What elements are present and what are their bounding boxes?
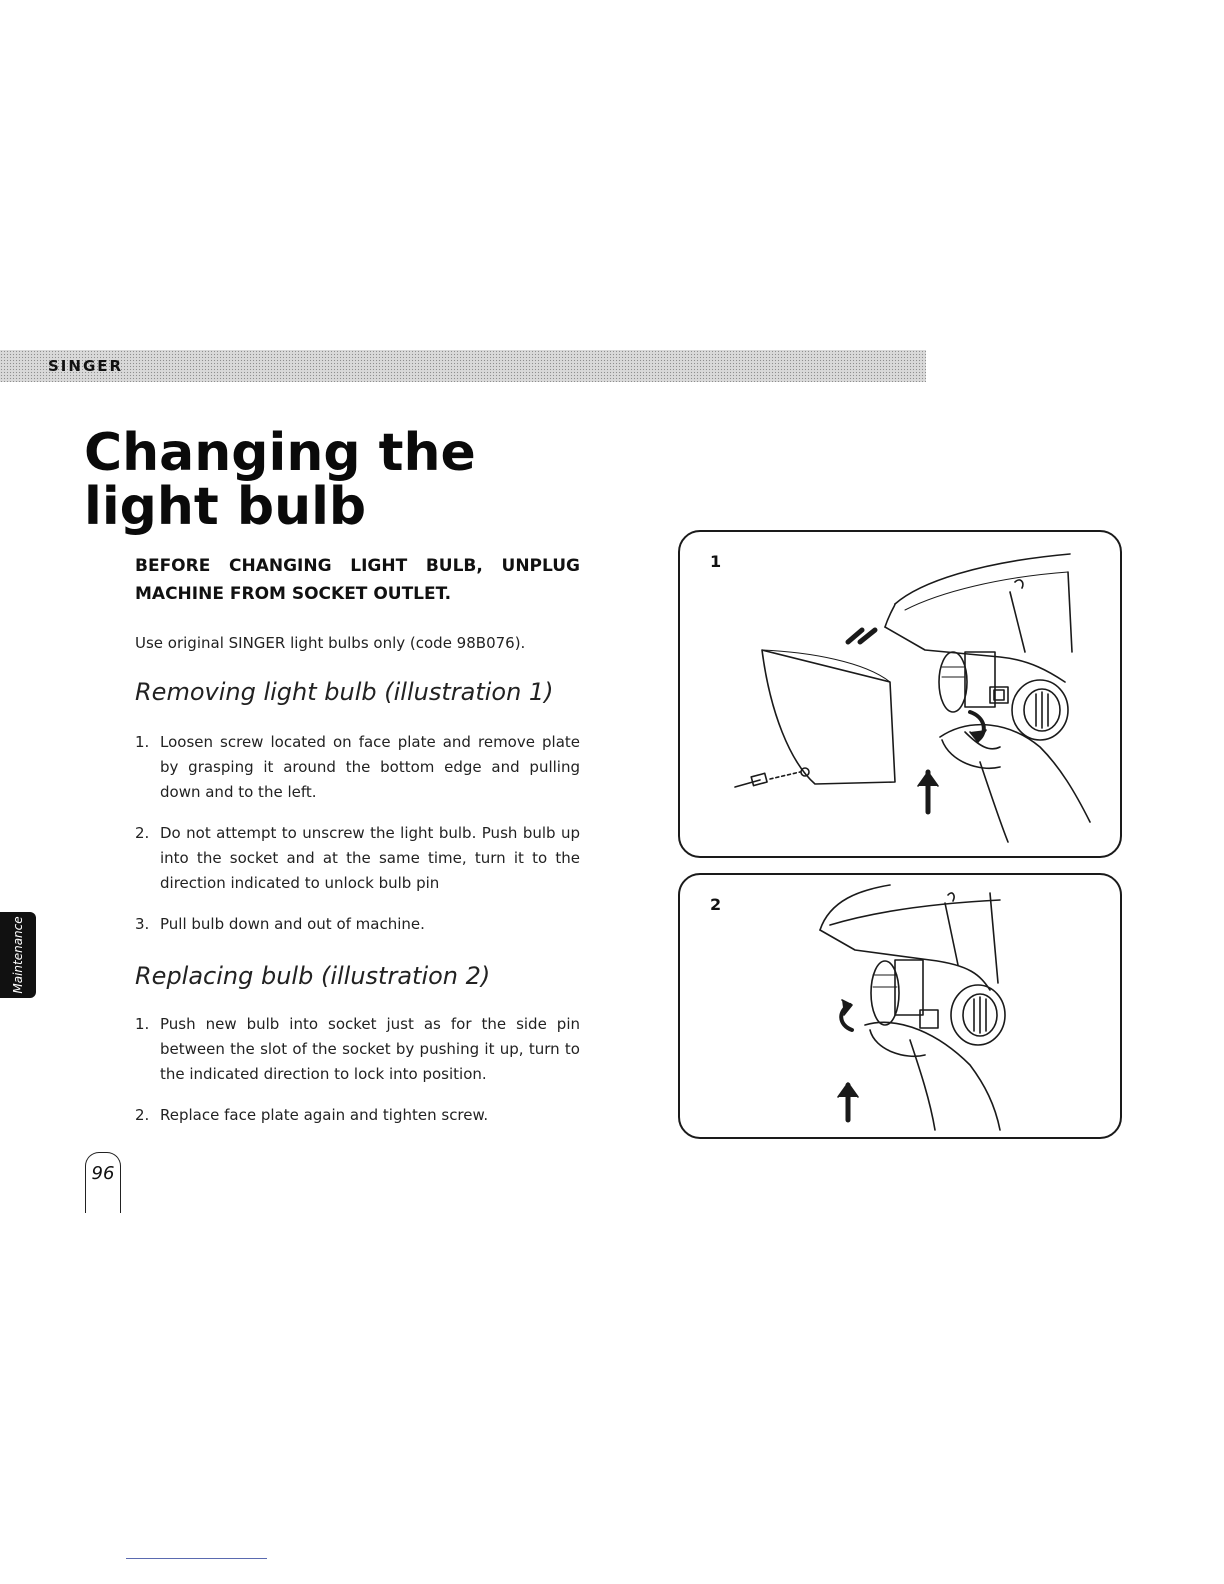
page-title: Changing the light bulb bbox=[84, 423, 476, 537]
bulb-code-note: Use original SINGER light bulbs only (code 98B076). bbox=[135, 634, 526, 652]
page-number-box bbox=[85, 1152, 121, 1213]
step-text: Pull bulb down and out of machine. bbox=[160, 915, 425, 933]
step-text: Replace face plate again and tighten screw. bbox=[160, 1106, 489, 1124]
section-side-tab[interactable] bbox=[0, 912, 36, 998]
illustration-1-drawing bbox=[680, 532, 1120, 856]
replacing-steps-list bbox=[135, 1012, 580, 1144]
list-item bbox=[135, 1012, 580, 1087]
section-heading-removing: Removing light bulb (illustration 1) bbox=[135, 678, 554, 706]
header-brand-bar bbox=[0, 350, 926, 382]
illustration-2 bbox=[678, 873, 1122, 1139]
side-tab-label: Maintenance bbox=[11, 916, 25, 994]
illustration-number: 2 bbox=[710, 895, 722, 914]
footer-rule bbox=[126, 1558, 267, 1559]
step-number: 2. bbox=[135, 824, 150, 842]
page-number: 96 bbox=[91, 1163, 115, 1184]
warning-text: BEFORE CHANGING LIGHT BULB, UNPLUG MACHINE FROM SOCKET OUTLET. bbox=[135, 556, 580, 604]
step-number: 2. bbox=[135, 1106, 150, 1124]
list-item bbox=[135, 912, 580, 937]
illustration-2-drawing bbox=[680, 875, 1120, 1137]
list-item bbox=[135, 821, 580, 896]
removing-steps-list bbox=[135, 730, 580, 953]
step-text: Loosen screw located on face plate and remove plate by grasping it around the bottom edge and pulling down and to the left. bbox=[160, 733, 580, 801]
step-text: Push new bulb into socket just as for the side pin between the slot of the socket by pushing it up, turn to the indicated direction to lock into position. bbox=[160, 1015, 580, 1083]
step-number: 1. bbox=[135, 733, 150, 751]
step-number: 1. bbox=[135, 1015, 150, 1033]
illustration-1 bbox=[678, 530, 1122, 858]
list-item bbox=[135, 1103, 580, 1128]
step-number: 3. bbox=[135, 915, 150, 933]
illustration-number: 1 bbox=[710, 552, 722, 571]
section-heading-replacing: Replacing bulb (illustration 2) bbox=[135, 962, 491, 990]
list-item bbox=[135, 730, 580, 805]
brand-name: SINGER bbox=[48, 357, 124, 375]
step-text: Do not attempt to unscrew the light bulb. Push bulb up into the socket and at the same time, turn it to the direction indicated to unlock bulb pin bbox=[160, 824, 580, 892]
